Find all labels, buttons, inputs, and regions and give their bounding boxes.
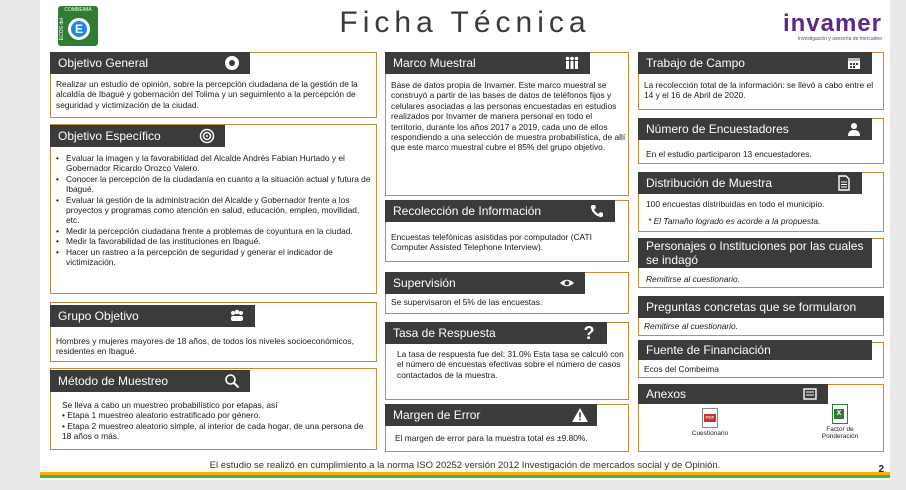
cuestionario-label: Cuestionario bbox=[691, 430, 729, 437]
objetivo-general-text: Realizar un estudio de opinión, sobre la percepción ciudadana de la gestión de la alcaldía de Ibagué y gobernación del Tolima y un seguimiento a la percepción de seguridad y victimización de la ciudad. bbox=[56, 79, 358, 110]
grupo-objetivo-header bbox=[50, 305, 255, 327]
page-number: 2 bbox=[878, 464, 884, 475]
encuestadores-header bbox=[638, 118, 872, 140]
encuestadores-text: En el estudio participaron 13 encuestadores. bbox=[646, 149, 812, 159]
phone-icon bbox=[589, 203, 605, 219]
supervision-title: Supervisión bbox=[393, 276, 456, 290]
metodo-muestreo-title: Método de Muestreo bbox=[58, 374, 169, 388]
cuestionario-attachment[interactable] bbox=[680, 408, 740, 437]
list-item: • Hacer un rastreo a la percepción de seguridad y generar el indicador de victimización. bbox=[54, 247, 374, 268]
distribucion-header bbox=[638, 172, 862, 194]
list-item: • Evaluar la imagen y la favorabilidad del Alcalde Andrés Fabian Hurtado y el Gobernador Ricardo Orozco Valero. bbox=[54, 153, 374, 174]
financiacion-header bbox=[638, 340, 872, 360]
supervision-text: Se supervisaron el 5% de las encuestas. bbox=[391, 297, 543, 307]
personajes-text: Remitirse al cuestionario. bbox=[646, 274, 741, 284]
recoleccion-title: Recolección de Información bbox=[393, 204, 542, 218]
list-item: • Conocer la percepción de la ciudadanía en cuanto a la situación actual y futura de Ibagué. bbox=[54, 174, 374, 195]
excel-icon bbox=[832, 404, 848, 424]
trabajo-campo-header bbox=[638, 52, 872, 74]
trabajo-campo-text: La recolección total de la información: se llevó a cabo entre el 14 y el 16 de Abril de 2020. bbox=[644, 80, 874, 101]
margen-error-text: El margen de error para la muestra total es ±9.80%. bbox=[395, 433, 588, 443]
excel-badge: X bbox=[834, 409, 844, 419]
trabajo-campo-title: Trabajo de Campo bbox=[646, 56, 745, 70]
pdf-icon bbox=[702, 408, 718, 428]
factor-ponderacion-label: Factor de Ponderación bbox=[821, 426, 859, 440]
preguntas-text: Remitirse al cuestionario. bbox=[644, 321, 739, 331]
distribucion-note: * El Tamaño logrado es acorde a la propuesta. bbox=[648, 216, 821, 226]
family-icon bbox=[564, 55, 580, 71]
financiacion-title: Fuente de Financiación bbox=[646, 343, 771, 357]
invamer-logo bbox=[772, 10, 882, 42]
grupo-objetivo-title: Grupo Objetivo bbox=[58, 309, 139, 323]
folder-icon bbox=[802, 386, 818, 402]
bullseye-icon bbox=[199, 128, 215, 144]
logo-letter: E bbox=[68, 18, 90, 40]
eye-icon bbox=[559, 275, 575, 291]
page bbox=[40, 0, 890, 480]
recoleccion-header bbox=[385, 200, 615, 222]
distribucion-text: 100 encuestas distribuidas en todo el municipio. bbox=[646, 199, 825, 209]
tasa-respuesta-text: La tasa de respuesta fue del: 31.0% Esta tasa se calculó con el número de encuestas efectivas sobre el número de casos contactados de la muestra. bbox=[397, 349, 624, 380]
list-item: • Evaluar la gestión de la administración del Alcalde y Gobernador frente a los proyectos y programas como atención en salud, educación, empleo, movilidad, etc. bbox=[54, 195, 374, 226]
logo-top-label: COMBEIMA bbox=[64, 7, 92, 13]
objetivo-especifico-header bbox=[50, 125, 225, 147]
tasa-respuesta-title: Tasa de Respuesta bbox=[393, 326, 496, 340]
margen-error-title: Margen de Error bbox=[393, 408, 481, 422]
metodo-muestreo-text bbox=[62, 400, 372, 442]
person-icon bbox=[846, 121, 862, 137]
objetivo-especifico-title: Objetivo Específico bbox=[58, 129, 161, 143]
people-group-icon bbox=[229, 308, 245, 324]
magnifier-icon bbox=[224, 373, 240, 389]
financiacion-text: Ecos del Combeima bbox=[644, 364, 719, 374]
objetivo-general-header bbox=[50, 52, 250, 74]
footer-text: El estudio se realizó en cumplimiento a la norma ISO 20252 versión 2012 Investigación de mercados social y de Opinión. bbox=[209, 460, 721, 471]
footer-line-green bbox=[40, 475, 890, 478]
question-icon: ? bbox=[583, 323, 595, 343]
marco-muestral-text: Base de datos propia de Invamer. Este marco muestral se construyó a partir de las bases de datos de teléfonos fijos y celulares asociadas a las personas encuestadas en estudios realizados por Invamer de manera personal en todo el territorio, durante los años 2017 a 2019, cada uno de ellos respondiendo a una selección de muestra probabilística, de allí que este marco muestral cubre el 85% del grupo objetivo. bbox=[391, 80, 626, 153]
warning-icon bbox=[571, 407, 587, 423]
objetivo-especifico-list bbox=[54, 153, 374, 267]
list-item: • Medir la favorabilidad de las instituciones en Ibagué. bbox=[54, 236, 374, 246]
brand-tagline: Investigación y asesoría de mercadeo bbox=[797, 36, 882, 42]
list-item: • Medir la percepción ciudadana frente a problemas de coyuntura en la ciudad. bbox=[54, 226, 374, 236]
page-title: Ficha Técnica bbox=[339, 6, 591, 39]
objetivo-general-title: Objetivo General bbox=[58, 56, 149, 70]
anexos-header bbox=[638, 384, 828, 404]
personajes-title: Personajes o Instituciones por las cuales se indagó bbox=[646, 239, 864, 267]
supervision-header bbox=[385, 272, 585, 294]
marco-muestral-header bbox=[385, 52, 590, 74]
target-icon bbox=[224, 55, 240, 71]
margen-error-header bbox=[385, 404, 597, 426]
logo-side-label: ECOS del bbox=[59, 18, 65, 41]
metodo-line: Se lleva a cabo un muestreo probabilístico por etapas, así bbox=[62, 400, 278, 410]
tasa-respuesta-header bbox=[385, 322, 607, 344]
metodo-line: • Etapa 2 muestreo aleatorio simple, al interior de cada hogar, de una persona de 18 años o más. bbox=[62, 420, 364, 442]
preguntas-header bbox=[638, 296, 884, 318]
pdf-badge: PDF bbox=[705, 415, 715, 420]
distribucion-title: Distribución de Muestra bbox=[646, 176, 773, 190]
factor-ponderacion-attachment[interactable] bbox=[810, 404, 870, 440]
brand-name: invamer bbox=[782, 10, 882, 37]
document-icon bbox=[836, 175, 852, 191]
marco-muestral-title: Marco Muestral bbox=[393, 56, 476, 70]
preguntas-title: Preguntas concretas que se formularon bbox=[646, 300, 857, 314]
metodo-line: • Etapa 1 muestreo aleatorio estratificado por género. bbox=[62, 410, 261, 421]
metodo-muestreo-header bbox=[50, 370, 250, 392]
grupo-objetivo-text: Hombres y mujeres mayores de 18 años, de todos los niveles socioeconómicos, residentes en Ibagué. bbox=[56, 336, 354, 357]
recoleccion-text: Encuestas telefónicas asistidas por computador (CATI Computer Assisted Telephone Interview). bbox=[391, 232, 592, 253]
anexos-title: Anexos bbox=[646, 387, 687, 401]
encuestadores-title: Número de Encuestadores bbox=[646, 122, 789, 136]
personajes-header bbox=[638, 238, 872, 268]
calendar-icon bbox=[846, 55, 862, 71]
